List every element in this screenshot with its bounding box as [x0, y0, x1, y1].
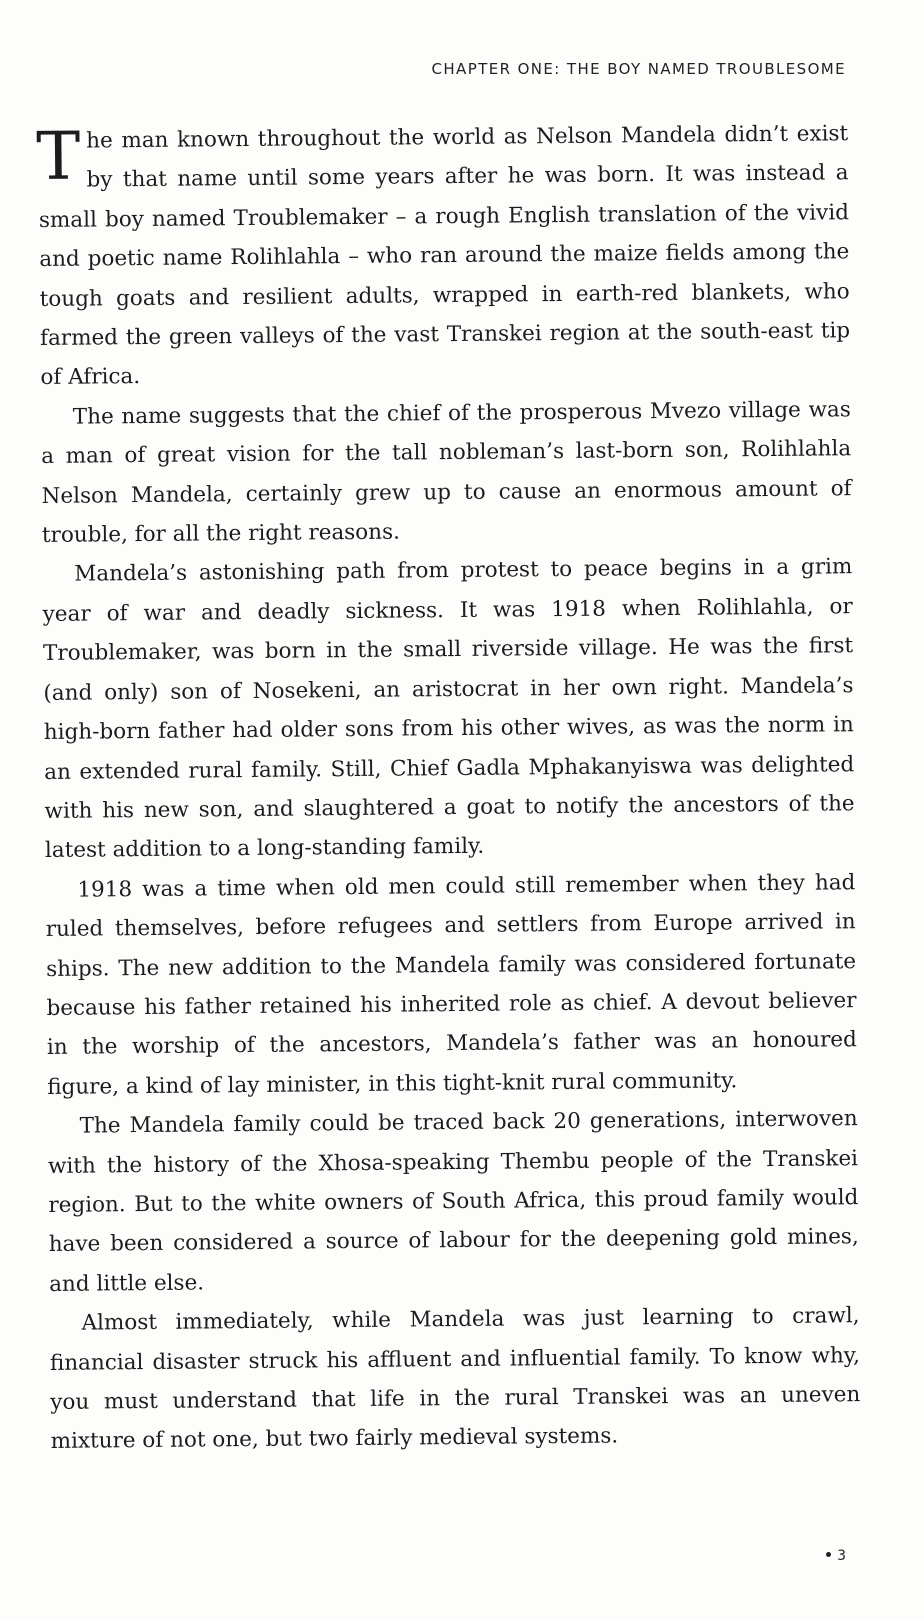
paragraph: The name suggests that the chief of the prosperous Mvezo village was a man of great vision for the tall nobleman’s last-born son, Rolihlahla Nelson Mandela, certainly grew up to cause an enormous amount of trouble, for all the right reasons.: [41, 397, 852, 549]
paragraph: 1918 was a time when old men could still remember when they had ruled themselves, before refugees and settlers from Europe arrived in ships. The new addition to the Mandela family was considered fortunate because his father retained his inherited role as chief. A devout believer in the worship of the ancestors, Mandela’s father was an honoured figure, a kind of lay minister, in this tight-knit rural community.: [45, 869, 857, 1100]
page-number: [826, 1548, 846, 1564]
drop-cap: T: [35, 117, 81, 196]
running-head: CHAPTER ONE: THE BOY NAMED TROUBLESOME: [431, 60, 846, 78]
paragraph: The Mandela family could be traced back 20 generations, interwoven with the history of the Xhosa-speaking Thembu people of the Transkei region. But to the white owners of South Africa, this proud family would have been considered a source of labour for the deepening gold mines, and little else.: [47, 1106, 859, 1297]
bullet-icon: [826, 1552, 831, 1557]
opening-paragraph: [35, 114, 851, 398]
opening-paragraph-text: he man known throughout the world as Nelson Mandela didn’t exist by that name until some years after he was born. It was instead a small boy named Troublemaker – a rough English translation of the vivid and poetic name Rolihlahla – who ran around the maize fields among the tough goats and resilient adults, wrapped in earth-red blankets, who farmed the green valleys of the vast Transkei region at the south-east tip of Africa.: [38, 121, 851, 391]
page-number-value: 3: [837, 1548, 846, 1564]
body-text: [35, 114, 861, 1462]
paragraph: Almost immediately, while Mandela was just learning to crawl, financial disaster struck his affluent and influential family. To know why, you must understand that life in the rural Transkei was an uneven mixture of not one, but two fairly medieval systems.: [49, 1303, 861, 1455]
paragraph: Mandela’s astonishing path from protest to peace begins in a grim year of war and deadly sickness. It was 1918 when Rolihlahla, or Troublemaker, was born in the small riverside village. He was the first (and only) son of Nosekeni, an aristocrat in her own right. Mandela’s high-born father had older sons from his other wives, as was the norm in an extended rural family. Still, Chief Gadla Mphakanyiswa was delighted with his new son, and slaughtered a goat to notify the ancestors of the latest addition to a long-standing family.: [42, 554, 855, 864]
